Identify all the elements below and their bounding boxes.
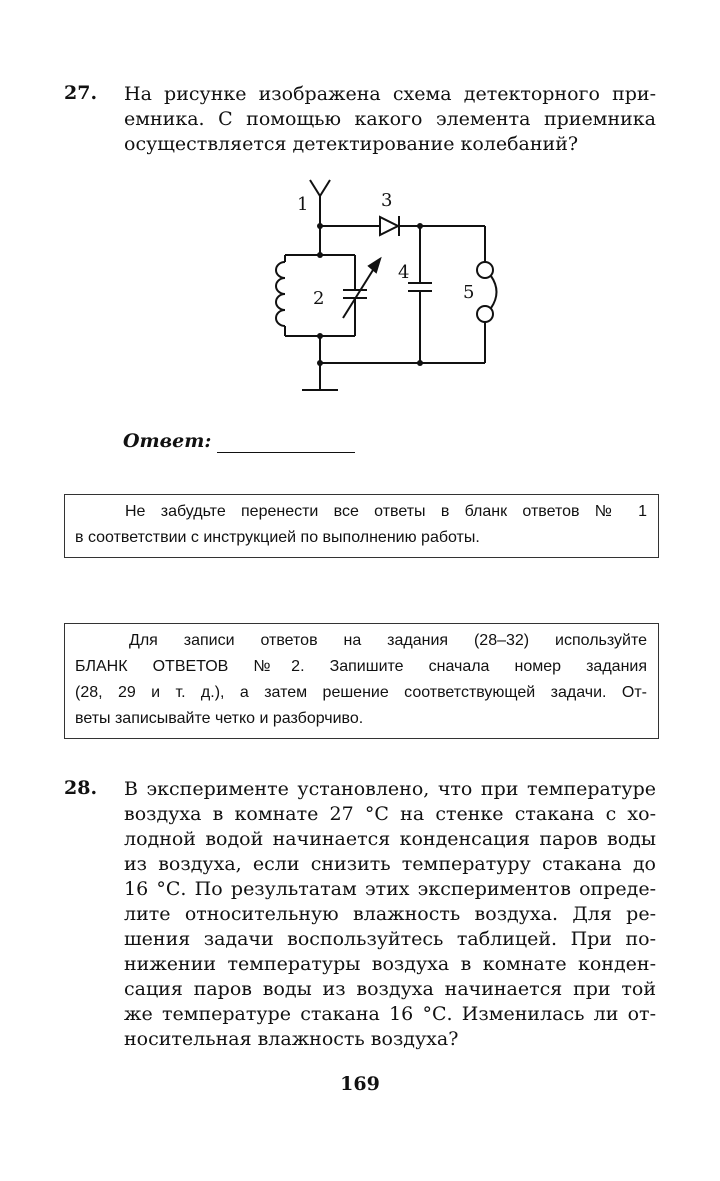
question-28-line: 16 °С. По результатам этих экспериментов опреде- xyxy=(124,878,656,900)
notice-line: (28, 29 и т. д.), а затем решение соответствующей задачи. От- xyxy=(75,684,647,701)
notice-line: в соответствии с инструкцией по выполнению работы. xyxy=(75,529,480,546)
notice-box-answer-form-2 xyxy=(64,623,659,739)
label-4: 4 xyxy=(398,262,410,283)
question-28-line: воздуха в комнате 27 °С на стенке стакана с хо- xyxy=(124,803,656,825)
answer-line[interactable] xyxy=(217,452,355,453)
page-number: 169 xyxy=(340,1073,380,1095)
notice-line: Не забудьте перенести все ответы в бланк ответов № 1 xyxy=(125,503,647,520)
notice-box-answer-form-1 xyxy=(64,494,659,558)
antenna-icon xyxy=(310,180,330,226)
inductor-coil-icon xyxy=(276,262,285,326)
notice-line: Для записи ответов на задания (28–32) используйте xyxy=(129,632,647,649)
question-27-line: емника. С помощью какого элемента приемника xyxy=(124,108,656,130)
label-1: 1 xyxy=(297,194,309,215)
question-28-line: В эксперименте установлено, что при температуре xyxy=(124,778,656,800)
answer-label: Ответ: xyxy=(123,430,212,452)
question-27-line: осуществляется детектирование колебаний? xyxy=(124,133,579,155)
label-5: 5 xyxy=(463,282,475,303)
question-27-line: На рисунке изображена схема детекторного при- xyxy=(124,83,656,105)
question-28-line: нижении температуры воздуха в комнате конден- xyxy=(124,953,656,975)
variable-capacitor-arrow-icon xyxy=(343,262,378,318)
notice-line: веты записывайте четко и разборчиво. xyxy=(75,710,364,727)
question-28-line: лите относительную влажность воздуха. Для ре- xyxy=(124,903,656,925)
diode-icon xyxy=(380,216,399,236)
notice-line: БЛАНК ОТВЕТОВ №2. Запишите сначала номер задания xyxy=(75,658,647,675)
label-3: 3 xyxy=(381,190,393,211)
question-28-line: носительная влажность воздуха? xyxy=(124,1028,459,1050)
question-28-line: из воздуха, если снизить температуру стакана до xyxy=(124,853,656,875)
question-28-number: 28. xyxy=(64,777,98,799)
label-2: 2 xyxy=(313,288,325,309)
question-28-line: шения задачи воспользуйтесь таблицей. При по- xyxy=(124,928,656,950)
question-28-line: лодной водой начинается конденсация паров воды xyxy=(124,828,656,850)
headphones-icon xyxy=(477,262,497,322)
question-28-line: сация паров воды из воздуха начинается при той xyxy=(124,978,656,1000)
question-27-number: 27. xyxy=(64,82,98,104)
question-28-line: же температуре стакана 16 °С. Изменилась ли от- xyxy=(124,1003,656,1025)
